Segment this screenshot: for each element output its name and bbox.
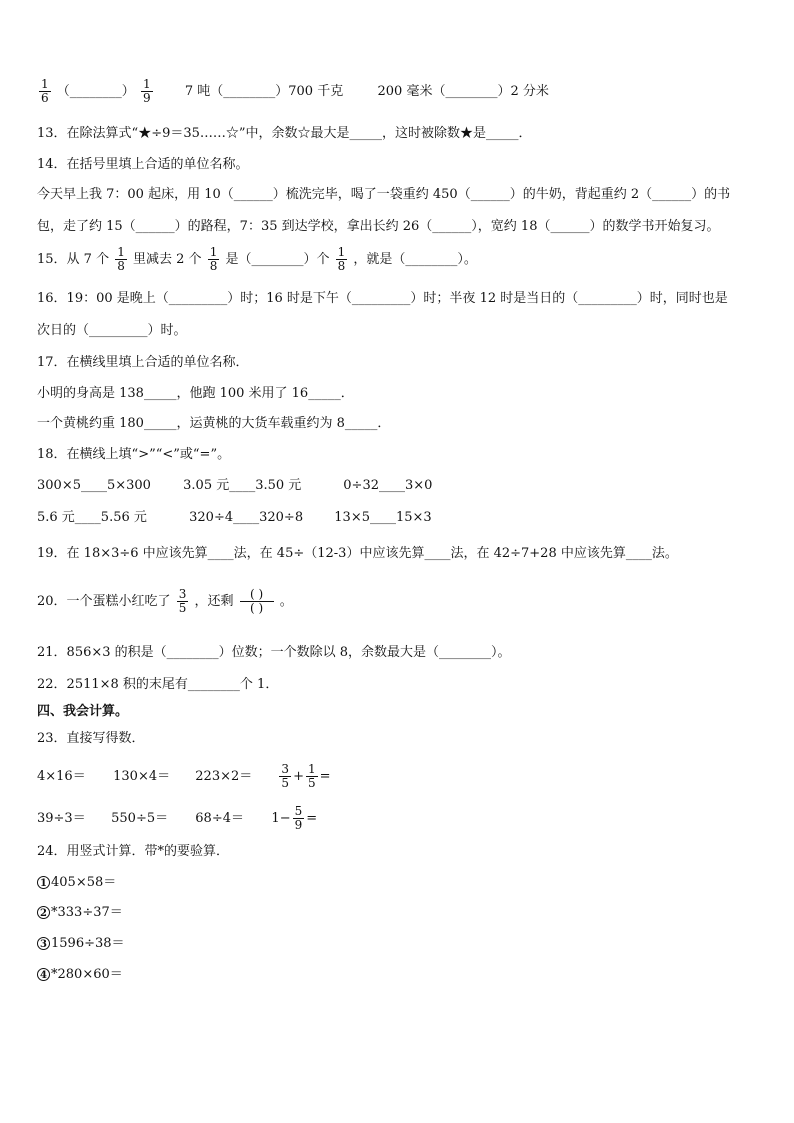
question-13: 13．在除法算式“★÷9＝35……☆”中，余数☆最大是_____，这时被除数★是_____． <box>37 126 532 141</box>
question-23-row1: 4×16＝ 130×4＝ 223×2＝ $\frac{3}{5}$ + $\frac{1}{5}$ = <box>37 762 331 790</box>
calc-item: 4×16＝ <box>37 769 86 784</box>
question-14-title: 14．在括号里填上合适的单位名称。 <box>37 157 249 172</box>
question-23-row2: 39÷3＝ 550÷5＝ 68÷4＝ 1− $\frac{5}{9}$ = <box>37 804 318 832</box>
compare-item: 13×5____15×3 <box>334 510 432 525</box>
circled-number-1: 1 <box>37 876 50 889</box>
section-heading: 四、我会计算。 <box>37 704 129 719</box>
fraction-3-5: $\frac{3}{5}$ <box>178 587 187 615</box>
compare-item: 0÷32____3×0 <box>343 478 433 493</box>
question-15: 15．从 7 个 $\frac{1}{8}$ 里减去 2 个 $\frac{1}{8}$ 是（________）个 $\frac{1}{8}$ ，就是（________）。 <box>37 245 477 273</box>
list-item: 1 405×58＝ <box>37 874 116 892</box>
fraction-1-5: $\frac{1}{5}$ <box>307 762 316 790</box>
question-18-row2 <box>37 509 432 527</box>
question-14-line1: 今天早上我 7：00 起床，用 10（______）梳洗完毕，喝了一袋重约 450（______）的牛奶，背起重约 2（______）的书 <box>37 187 731 202</box>
compare-item: 300×5____5×300 <box>37 478 151 493</box>
question-21: 21．856×3 的积是（________）位数；一个数除以 8，余数最大是（________）。 <box>37 645 511 660</box>
list-item: 3 1596÷38＝ <box>37 935 125 953</box>
list-item: 2 *333÷37＝ <box>37 904 123 922</box>
millimeter-comparison: 200 毫米（________）2 分米 <box>377 84 549 99</box>
compare-item: 5.6 元____5.56 元 <box>37 510 147 525</box>
question-20: 20．一个蛋糕小红吃了 $\frac{3}{5}$ ，还剩 $\frac{( )}{( )}$ 。 <box>37 587 293 615</box>
blank[interactable]: （________） <box>56 84 135 99</box>
fraction-1-8: $\frac{1}{8}$ <box>337 245 346 273</box>
question-24-title: 24．用竖式计算．带*的要验算． <box>37 844 230 859</box>
question-23-title: 23．直接写得数． <box>37 731 145 746</box>
question-14-line2: 包，走了约 15（______）的路程，7：35 到达学校，拿出长约 26（______），宽约 18（______）的数学书开始复习。 <box>37 219 720 234</box>
fraction-1-9: $\frac{1}{9}$ <box>142 77 151 105</box>
comparison-row-12 <box>37 78 549 105</box>
circled-number-3: 3 <box>37 937 50 950</box>
question-16-line1: 16．19：00 是晚上（_________）时；16 时是下午（_________）时；半夜 12 时是当日的（_________）时，同时也是 <box>37 291 728 306</box>
compare-item: 3.05 元____3.50 元 <box>183 478 302 493</box>
question-19: 19．在 18×3÷6 中应该先算____法，在 45÷（12-3）中应该先算____法，在 42÷7+28 中应该先算____法。 <box>37 546 678 561</box>
question-17-line1: 小明的身高是 138_____，他跑 100 米用了 16_____． <box>37 386 354 401</box>
calc-item: 550÷5＝ <box>111 811 169 826</box>
fraction-1-8: $\frac{1}{8}$ <box>117 245 125 273</box>
calc-item: 223×2＝ <box>195 769 253 784</box>
fraction-1-6: $\frac{1}{6}$ <box>41 77 49 105</box>
fraction-3-5: $\frac{3}{5}$ <box>281 762 290 790</box>
circled-number-2: 2 <box>37 906 50 919</box>
compare-item: 320÷4____320÷8 <box>189 510 304 525</box>
question-16-line2: 次日的（_________）时。 <box>37 323 187 338</box>
question-17-title: 17．在横线里填上合适的单位名称． <box>37 355 249 370</box>
answer-fraction-blank[interactable]: $\frac{( )}{( )}$ <box>240 588 274 615</box>
fraction-1-8: $\frac{1}{8}$ <box>209 245 218 273</box>
calc-item: 130×4＝ <box>113 769 171 784</box>
question-17-line2: 一个黄桃约重 180_____，运黄桃的大货车载重约为 8_____． <box>37 416 391 431</box>
fraction-5-9: $\frac{5}{9}$ <box>294 804 303 832</box>
question-22: 22．2511×8 积的末尾有________个 1． <box>37 677 279 692</box>
calc-item: 39÷3＝ <box>37 811 86 826</box>
ton-comparison: 7 吨（________）700 千克 <box>184 84 344 99</box>
question-18-title: 18．在横线上填“>”“<”或“=”。 <box>37 447 231 462</box>
calc-item: 68÷4＝ <box>195 811 244 826</box>
question-18-row1 <box>37 477 432 495</box>
circled-number-4: 4 <box>37 968 50 981</box>
list-item: 4 *280×60＝ <box>37 966 123 984</box>
